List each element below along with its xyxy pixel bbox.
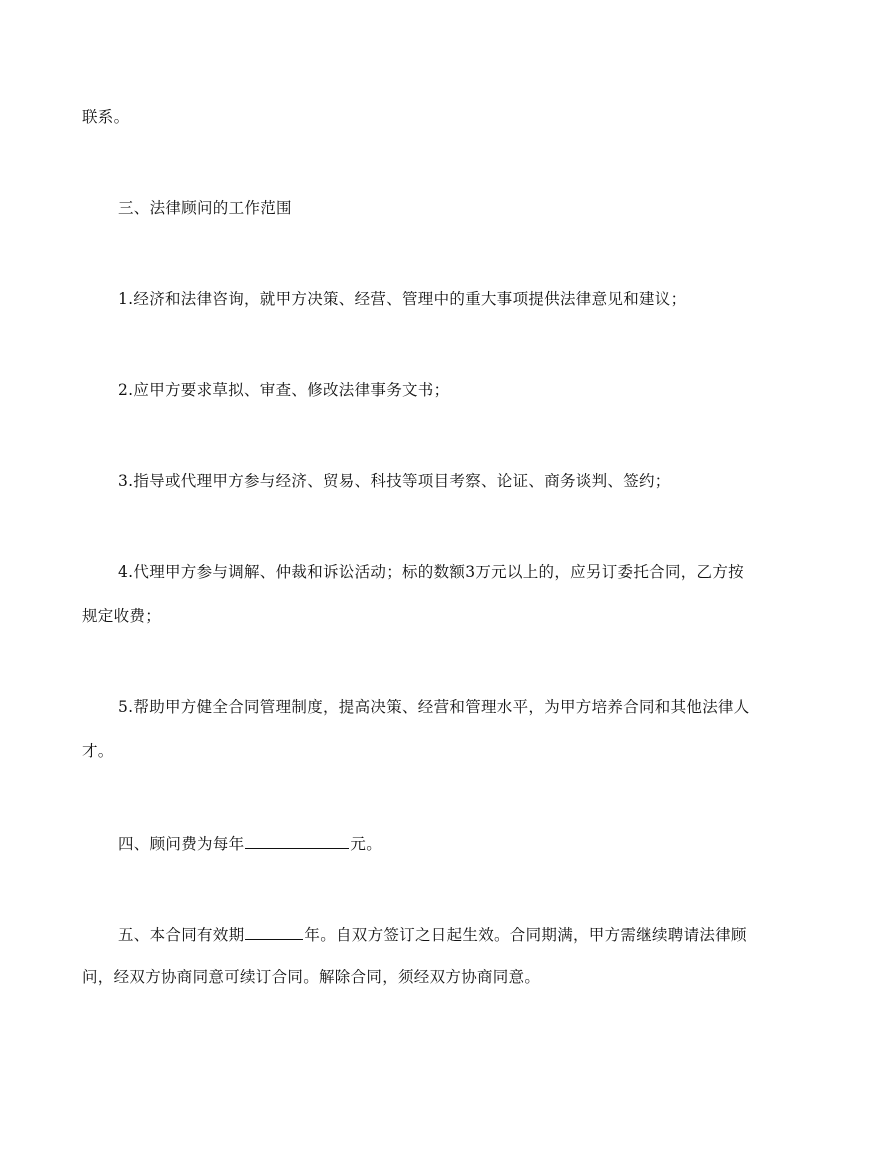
term-prefix: 五、本合同有效期 (118, 926, 245, 944)
section-4-fee (118, 832, 382, 854)
scope-item-5-line-2: 才。 (82, 742, 114, 760)
section-3-heading: 三、法律顾问的工作范围 (118, 199, 292, 217)
scope-item-4-line-2: 规定收费； (82, 607, 162, 625)
paragraph-contact-tail: 联系。 (82, 108, 130, 126)
scope-item-2: 2.应甲方要求草拟、审查、修改法律事务文书； (118, 381, 450, 399)
section-5-term-line-2: 问，经双方协商同意可续订合同。解除合同，须经双方协商同意。 (82, 968, 541, 986)
fee-prefix: 四、顾问费为每年 (118, 835, 245, 853)
section-5-term-line-1 (118, 923, 747, 945)
scope-item-1: 1.经济和法律咨询，就甲方决策、经营、管理中的重大事项提供法律意见和建议； (118, 290, 687, 308)
scope-item-3: 3.指导或代理甲方参与经济、贸易、科技等项目考察、论证、商务谈判、签约； (118, 472, 671, 490)
scope-item-5-line-1: 5.帮助甲方健全合同管理制度，提高决策、经营和管理水平，为甲方培养合同和其他法律人 (118, 698, 750, 716)
scope-item-4-line-1: 4.代理甲方参与调解、仲裁和诉讼活动；标的数额3万元以上的，应另订委托合同，乙方按 (118, 563, 744, 581)
fee-blank-field[interactable] (245, 832, 349, 849)
term-suffix: 年。自双方签订之日起生效。合同期满，甲方需继续聘请法律顾 (304, 926, 747, 944)
term-blank-field[interactable] (245, 923, 303, 940)
fee-suffix: 元。 (350, 835, 383, 853)
